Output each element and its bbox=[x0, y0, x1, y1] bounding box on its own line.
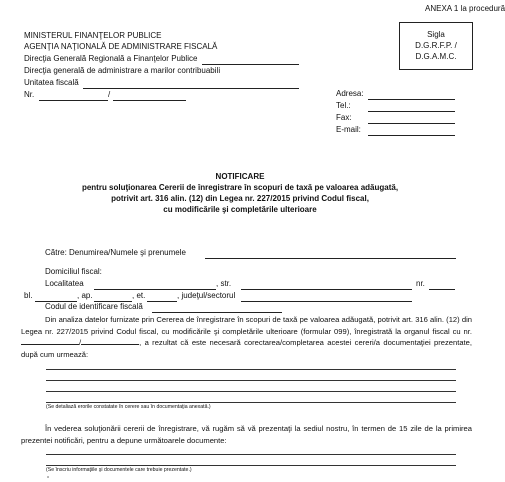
str-field[interactable] bbox=[241, 289, 412, 290]
dgrfp-field[interactable] bbox=[202, 64, 299, 65]
nr-label: Nr. bbox=[24, 90, 35, 99]
tel-label: Tel.: bbox=[336, 101, 351, 110]
doc-title: NOTIFICARE bbox=[215, 172, 265, 181]
bl-label: bl. bbox=[24, 291, 33, 300]
annex-label: ANEXA 1 la procedură bbox=[425, 4, 505, 13]
email-field[interactable] bbox=[368, 135, 455, 136]
agency-name: AGENŢIA NAŢIONALĂ DE ADMINISTRARE FISCALĂ bbox=[24, 42, 218, 51]
email-label: E-mail: bbox=[336, 125, 361, 134]
sigla-title: Sigla bbox=[427, 30, 445, 39]
doc-subtitle-1: pentru soluţionarea Cererii de înregistrare în scopuri de taxă pe valoarea adăugată, bbox=[81, 183, 399, 192]
sigla-dgrfp: D.G.R.F.P. / bbox=[415, 41, 457, 50]
unitatea-field[interactable] bbox=[83, 88, 299, 89]
nr-addr-label: nr. bbox=[416, 279, 425, 288]
catre-label: Către: Denumirea/Numele şi prenumele bbox=[45, 248, 186, 257]
et-label: , et. bbox=[132, 291, 146, 300]
adresa-field[interactable] bbox=[368, 99, 455, 100]
cif-label: Codul de identificare fiscală bbox=[45, 302, 143, 311]
dgamc-label: Direcţia generală de administrare a marilor contribuabili bbox=[24, 66, 221, 75]
cif-field[interactable] bbox=[152, 312, 282, 313]
errors-line-4[interactable] bbox=[46, 402, 456, 403]
documents-line-2[interactable] bbox=[46, 465, 456, 466]
fax-label: Fax: bbox=[336, 113, 352, 122]
reg-date-field[interactable] bbox=[81, 337, 139, 345]
paragraph-analysis: Din analiza datelor furnizate prin Cererea de înregistrare în scopuri de taxă pe valoarea adăugată, potrivit art. 316 alin. (12) din Legea nr. 227/2015 privind Codul fiscal, cu modificările şi completările ulterioare (formular 099), înregistrată la organul fiscal cu nr. / , a rezultat că este necesară corectarea/completarea acestei cereri/a documentaţiei prezentate, după cum urmează: bbox=[21, 315, 472, 359]
ministry-name: MINISTERUL FINANŢELOR PUBLICE bbox=[24, 31, 162, 40]
doc-subtitle-3: cu modificările şi completările ulterioare bbox=[163, 205, 317, 214]
dgrfp-label: Direcţia Generală Regională a Finanţelor Publice bbox=[24, 54, 198, 63]
sigla-dgamc: D.G.A.M.C. bbox=[415, 52, 457, 61]
nr-field[interactable] bbox=[39, 100, 108, 101]
judet-field[interactable] bbox=[241, 301, 412, 302]
nr-slash: / bbox=[108, 90, 111, 99]
et-field[interactable] bbox=[147, 301, 177, 302]
documents-line-1[interactable] bbox=[46, 454, 456, 455]
unitatea-label: Unitatea fiscală bbox=[24, 78, 79, 87]
fax-field[interactable] bbox=[368, 123, 455, 124]
ap-label: , ap. bbox=[77, 291, 93, 300]
errors-note: (Se detaliază erorile constatate în cerere sau în documentaţia anexată.) bbox=[46, 404, 211, 410]
errors-line-1[interactable] bbox=[46, 369, 456, 370]
localitatea-label: Localitatea bbox=[45, 279, 84, 288]
adresa-label: Adresa: bbox=[336, 89, 364, 98]
documents-note: (Se înscriu informaţiile şi documentele care trebuie prezentate.) bbox=[46, 467, 192, 473]
errors-line-2[interactable] bbox=[46, 380, 456, 381]
catre-field[interactable] bbox=[205, 258, 456, 259]
nr-addr-field[interactable] bbox=[429, 289, 455, 290]
judet-label: , judeţul/sectorul bbox=[177, 291, 236, 300]
domiciliu-label: Domiciliul fiscal: bbox=[45, 267, 102, 276]
doc-subtitle-2: potrivit art. 316 alin. (12) din Legea nr. 227/2015 privind Codul fiscal, bbox=[111, 194, 369, 203]
localitatea-field[interactable] bbox=[94, 289, 216, 290]
errors-line-3[interactable] bbox=[46, 391, 456, 392]
trailing-mark: ° bbox=[47, 476, 50, 482]
reg-nr-field[interactable] bbox=[21, 337, 79, 345]
sigla-box bbox=[399, 22, 473, 70]
paragraph-request: În vederea soluţionării cererii de înregistrare, vă rugăm să vă prezentaţi la sediul nostru, în termen de 15 zile de la primirea prezentei notificări, pentru a depune următoarele documente: bbox=[21, 424, 472, 445]
tel-field[interactable] bbox=[368, 111, 455, 112]
str-label: , str. bbox=[216, 279, 232, 288]
nr-date-field[interactable] bbox=[113, 100, 186, 101]
